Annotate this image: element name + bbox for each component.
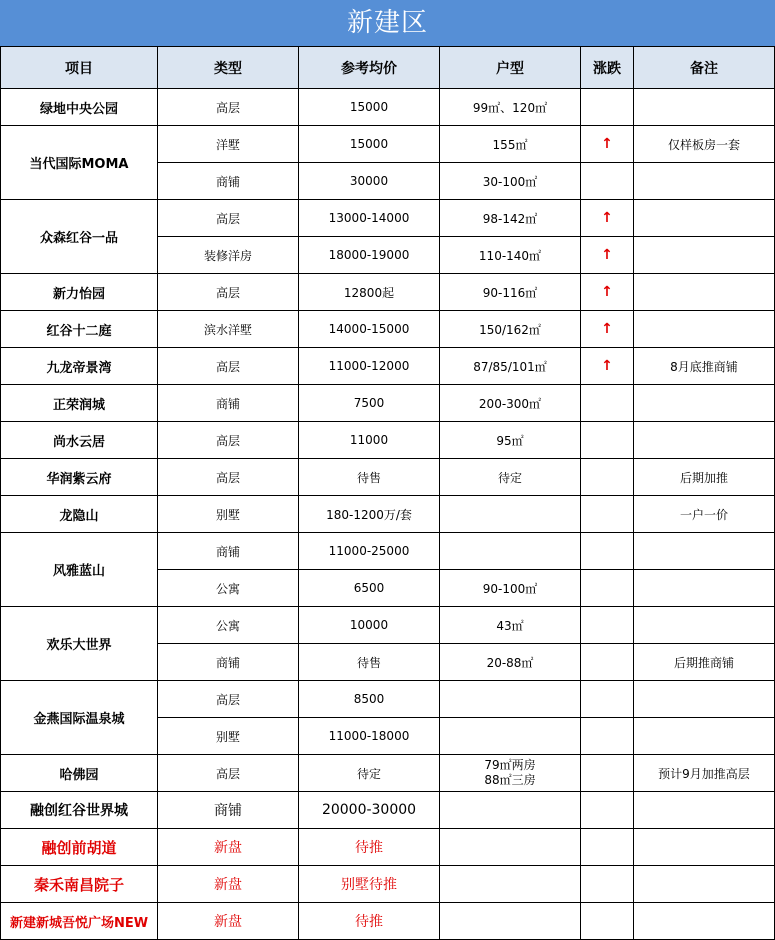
type-cell: 别墅 [158, 496, 299, 533]
up-arrow-icon: ↑ [601, 136, 613, 152]
type-cell: 高层 [158, 348, 299, 385]
note-cell [634, 422, 775, 459]
price-cell: 11000 [299, 422, 440, 459]
project-name: 绿地中央公园 [1, 89, 158, 126]
table-row [1, 681, 775, 718]
trend-cell [581, 829, 634, 866]
note-cell [634, 792, 775, 829]
type-cell: 高层 [158, 200, 299, 237]
unit-cell [440, 681, 581, 718]
unit-cell: 90-116㎡ [440, 274, 581, 311]
project-name: 欢乐大世界 [1, 607, 158, 681]
unit-cell: 87/85/101㎡ [440, 348, 581, 385]
project-name: 华润紫云府 [1, 459, 158, 496]
price-cell: 11000-18000 [299, 718, 440, 755]
project-name: 九龙帝景湾 [1, 348, 158, 385]
note-cell [634, 237, 775, 274]
unit-line-1: 79㎡两房 [484, 758, 536, 772]
trend-cell [581, 126, 634, 163]
price-cell: 18000-19000 [299, 237, 440, 274]
unit-cell: 90-100㎡ [440, 570, 581, 607]
trend-cell [581, 459, 634, 496]
type-cell: 洋墅 [158, 126, 299, 163]
table-row [1, 200, 775, 237]
note-cell [634, 903, 775, 940]
price-cell: 12800起 [299, 274, 440, 311]
project-name: 哈佛园 [1, 755, 158, 792]
note-cell [634, 570, 775, 607]
table-row [1, 422, 775, 459]
page-title: 新建区 [0, 0, 775, 46]
note-cell [634, 163, 775, 200]
note-cell [634, 718, 775, 755]
note-cell [634, 607, 775, 644]
col-type: 类型 [158, 47, 299, 89]
type-cell: 新盘 [158, 903, 299, 940]
col-price: 参考均价 [299, 47, 440, 89]
trend-cell [581, 866, 634, 903]
unit-cell [440, 903, 581, 940]
price-cell: 10000 [299, 607, 440, 644]
note-cell: 后期加推 [634, 459, 775, 496]
table-row [1, 274, 775, 311]
col-note: 备注 [634, 47, 775, 89]
type-cell: 公寓 [158, 570, 299, 607]
table-row [1, 866, 775, 903]
table-row [1, 496, 775, 533]
project-name: 金燕国际温泉城 [1, 681, 158, 755]
trend-cell [581, 681, 634, 718]
unit-cell: 99㎡、120㎡ [440, 89, 581, 126]
type-cell: 商铺 [158, 163, 299, 200]
up-arrow-icon: ↑ [601, 247, 613, 263]
unit-cell: 150/162㎡ [440, 311, 581, 348]
table-row [1, 311, 775, 348]
price-cell: 30000 [299, 163, 440, 200]
trend-cell [581, 348, 634, 385]
note-cell [634, 681, 775, 718]
price-cell: 待定 [299, 755, 440, 792]
price-cell: 14000-15000 [299, 311, 440, 348]
unit-line-2: 88㎡三房 [484, 773, 536, 787]
trend-cell [581, 89, 634, 126]
price-cell: 15000 [299, 126, 440, 163]
table-row [1, 755, 775, 792]
type-cell: 高层 [158, 274, 299, 311]
type-cell: 商铺 [158, 644, 299, 681]
price-cell: 别墅待推 [299, 866, 440, 903]
project-name: 众森红谷一品 [1, 200, 158, 274]
project-name: 融创前胡道 [1, 829, 158, 866]
unit-cell: 43㎡ [440, 607, 581, 644]
table-row [1, 792, 775, 829]
project-name: 融创红谷世界城 [1, 792, 158, 829]
unit-cell: 98-142㎡ [440, 200, 581, 237]
unit-cell: 20-88㎡ [440, 644, 581, 681]
unit-cell [440, 496, 581, 533]
project-name: 秦禾南昌院子 [1, 866, 158, 903]
project-name: 龙隐山 [1, 496, 158, 533]
note-cell [634, 533, 775, 570]
type-cell: 高层 [158, 89, 299, 126]
table-row [1, 459, 775, 496]
note-cell [634, 829, 775, 866]
unit-cell [440, 866, 581, 903]
project-name: 新力怡园 [1, 274, 158, 311]
type-cell: 高层 [158, 681, 299, 718]
note-cell: 仅样板房一套 [634, 126, 775, 163]
up-arrow-icon: ↑ [601, 358, 613, 374]
type-cell: 商铺 [158, 533, 299, 570]
trend-cell [581, 533, 634, 570]
unit-cell: 30-100㎡ [440, 163, 581, 200]
table-row [1, 533, 775, 570]
note-cell: 后期推商铺 [634, 644, 775, 681]
note-cell [634, 866, 775, 903]
trend-cell [581, 311, 634, 348]
unit-cell [440, 718, 581, 755]
unit-cell: 待定 [440, 459, 581, 496]
type-cell: 商铺 [158, 792, 299, 829]
unit-cell: 95㎡ [440, 422, 581, 459]
table-row [1, 607, 775, 644]
note-cell: 预计9月加推高层 [634, 755, 775, 792]
project-name: 风雅蓝山 [1, 533, 158, 607]
note-cell: 一户一价 [634, 496, 775, 533]
price-cell: 7500 [299, 385, 440, 422]
up-arrow-icon: ↑ [601, 321, 613, 337]
note-cell [634, 200, 775, 237]
type-cell: 新盘 [158, 866, 299, 903]
note-cell [634, 89, 775, 126]
price-cell: 待售 [299, 459, 440, 496]
unit-cell [440, 792, 581, 829]
unit-cell [440, 533, 581, 570]
header-row [1, 47, 775, 89]
type-cell: 别墅 [158, 718, 299, 755]
note-cell: 8月底推商铺 [634, 348, 775, 385]
price-cell: 11000-25000 [299, 533, 440, 570]
note-cell [634, 274, 775, 311]
project-name: 新建新城吾悦广场NEW [1, 903, 158, 940]
type-cell: 公寓 [158, 607, 299, 644]
price-table [0, 46, 775, 940]
price-cell: 待售 [299, 644, 440, 681]
type-cell: 滨水洋墅 [158, 311, 299, 348]
table-row [1, 829, 775, 866]
trend-cell [581, 163, 634, 200]
trend-cell [581, 644, 634, 681]
note-cell [634, 385, 775, 422]
table-row [1, 385, 775, 422]
project-name: 正荣润城 [1, 385, 158, 422]
price-cell: 6500 [299, 570, 440, 607]
trend-cell [581, 274, 634, 311]
type-cell: 装修洋房 [158, 237, 299, 274]
unit-cell: 200-300㎡ [440, 385, 581, 422]
price-cell: 180-1200万/套 [299, 496, 440, 533]
price-cell: 13000-14000 [299, 200, 440, 237]
trend-cell [581, 237, 634, 274]
trend-cell [581, 607, 634, 644]
trend-cell [581, 422, 634, 459]
up-arrow-icon: ↑ [601, 210, 613, 226]
type-cell: 新盘 [158, 829, 299, 866]
trend-cell [581, 570, 634, 607]
unit-cell: 155㎡ [440, 126, 581, 163]
table-row [1, 89, 775, 126]
unit-cell [440, 755, 581, 792]
trend-cell [581, 718, 634, 755]
price-cell: 待推 [299, 829, 440, 866]
type-cell: 高层 [158, 459, 299, 496]
type-cell: 商铺 [158, 385, 299, 422]
trend-cell [581, 200, 634, 237]
price-cell: 待推 [299, 903, 440, 940]
trend-cell [581, 755, 634, 792]
col-project: 项目 [1, 47, 158, 89]
project-name: 红谷十二庭 [1, 311, 158, 348]
trend-cell [581, 496, 634, 533]
unit-cell [440, 829, 581, 866]
table-row [1, 126, 775, 163]
type-cell: 高层 [158, 755, 299, 792]
col-unit: 户型 [440, 47, 581, 89]
table-row [1, 348, 775, 385]
col-trend: 涨跌 [581, 47, 634, 89]
up-arrow-icon: ↑ [601, 284, 613, 300]
price-cell: 8500 [299, 681, 440, 718]
table-row [1, 903, 775, 940]
price-cell: 11000-12000 [299, 348, 440, 385]
trend-cell [581, 792, 634, 829]
price-cell: 20000-30000 [299, 792, 440, 829]
trend-cell [581, 903, 634, 940]
unit-cell: 110-140㎡ [440, 237, 581, 274]
type-cell: 高层 [158, 422, 299, 459]
project-name: 尚水云居 [1, 422, 158, 459]
note-cell [634, 311, 775, 348]
trend-cell [581, 385, 634, 422]
project-name: 当代国际MOMA [1, 126, 158, 200]
price-cell: 15000 [299, 89, 440, 126]
